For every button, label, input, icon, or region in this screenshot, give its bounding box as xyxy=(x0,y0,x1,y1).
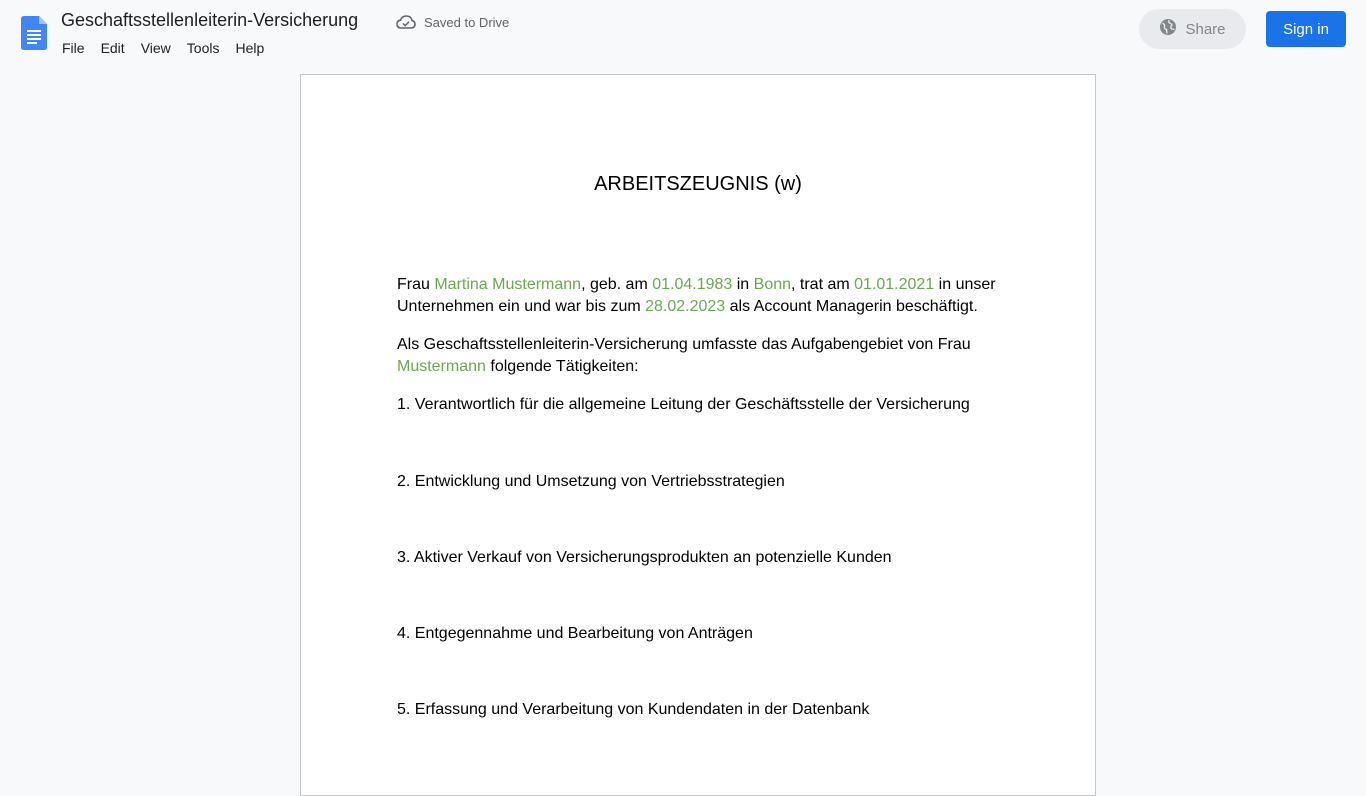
globe-icon xyxy=(1159,18,1177,40)
text-run: Frau xyxy=(397,276,435,293)
menu-tools[interactable]: Tools xyxy=(186,40,220,56)
text-run: Als Geschaftsstellenleiterin-Versicherung umfasste das Aufgabengebiet von Frau xyxy=(397,336,971,353)
docs-logo-icon[interactable] xyxy=(21,16,47,50)
employee-surname: Mustermann xyxy=(397,358,486,375)
top-bar xyxy=(0,0,1366,64)
start-date: 01.01.2021 xyxy=(854,276,935,293)
text-run: in xyxy=(732,276,754,293)
menu-edit[interactable]: Edit xyxy=(100,40,125,56)
task-item-1: 1. Verantwortlich für die allgemeine Leitung der Geschäftsstelle der Versicherung xyxy=(397,396,970,413)
task-item-2: 2. Entwicklung und Umsetzung von Vertriebsstrategien xyxy=(397,473,785,490)
text-run: als Account Managerin beschäftigt. xyxy=(725,298,978,315)
birth-city: Bonn xyxy=(753,276,792,293)
menu-help[interactable]: Help xyxy=(235,40,265,56)
save-status-label: Saved to Drive xyxy=(424,14,510,30)
menu-view[interactable]: View xyxy=(140,40,171,56)
task-item-5: 5. Erfassung und Verarbeitung von Kundendaten in der Datenbank xyxy=(397,701,870,718)
paragraph-intro xyxy=(397,274,1007,318)
document-title[interactable]: Geschaftsstellenleiterin-Versicherung xyxy=(61,10,359,30)
share-button[interactable] xyxy=(1139,9,1246,49)
end-date: 28.02.2023 xyxy=(645,298,726,315)
text-run: in unser Unternehmen ein und war bis zum xyxy=(397,276,996,315)
task-item-4: 4. Entgegennahme und Bearbeitung von Anträgen xyxy=(397,625,753,642)
share-label: Share xyxy=(1185,20,1226,38)
text-run: folgende Tätigkeiten: xyxy=(485,358,639,375)
document-heading: ARBEITSZEUGNIS (w) xyxy=(594,173,802,195)
paragraph-duties xyxy=(397,334,1007,378)
menu-file[interactable]: File xyxy=(62,40,85,56)
cloud-done-icon xyxy=(396,14,416,30)
employee-name: Martina Mustermann xyxy=(434,276,582,293)
document-page[interactable] xyxy=(300,74,1096,796)
text-run: , trat am xyxy=(791,276,855,293)
text-run: , geb. am xyxy=(581,276,653,293)
birth-date: 01.04.1983 xyxy=(652,276,733,293)
save-status xyxy=(396,14,509,30)
menu-bar xyxy=(54,36,272,60)
sign-in-button[interactable]: Sign in xyxy=(1266,11,1346,47)
task-item-3: 3. Aktiver Verkauf von Versicherungsprodukten an potenzielle Kunden xyxy=(397,549,892,566)
